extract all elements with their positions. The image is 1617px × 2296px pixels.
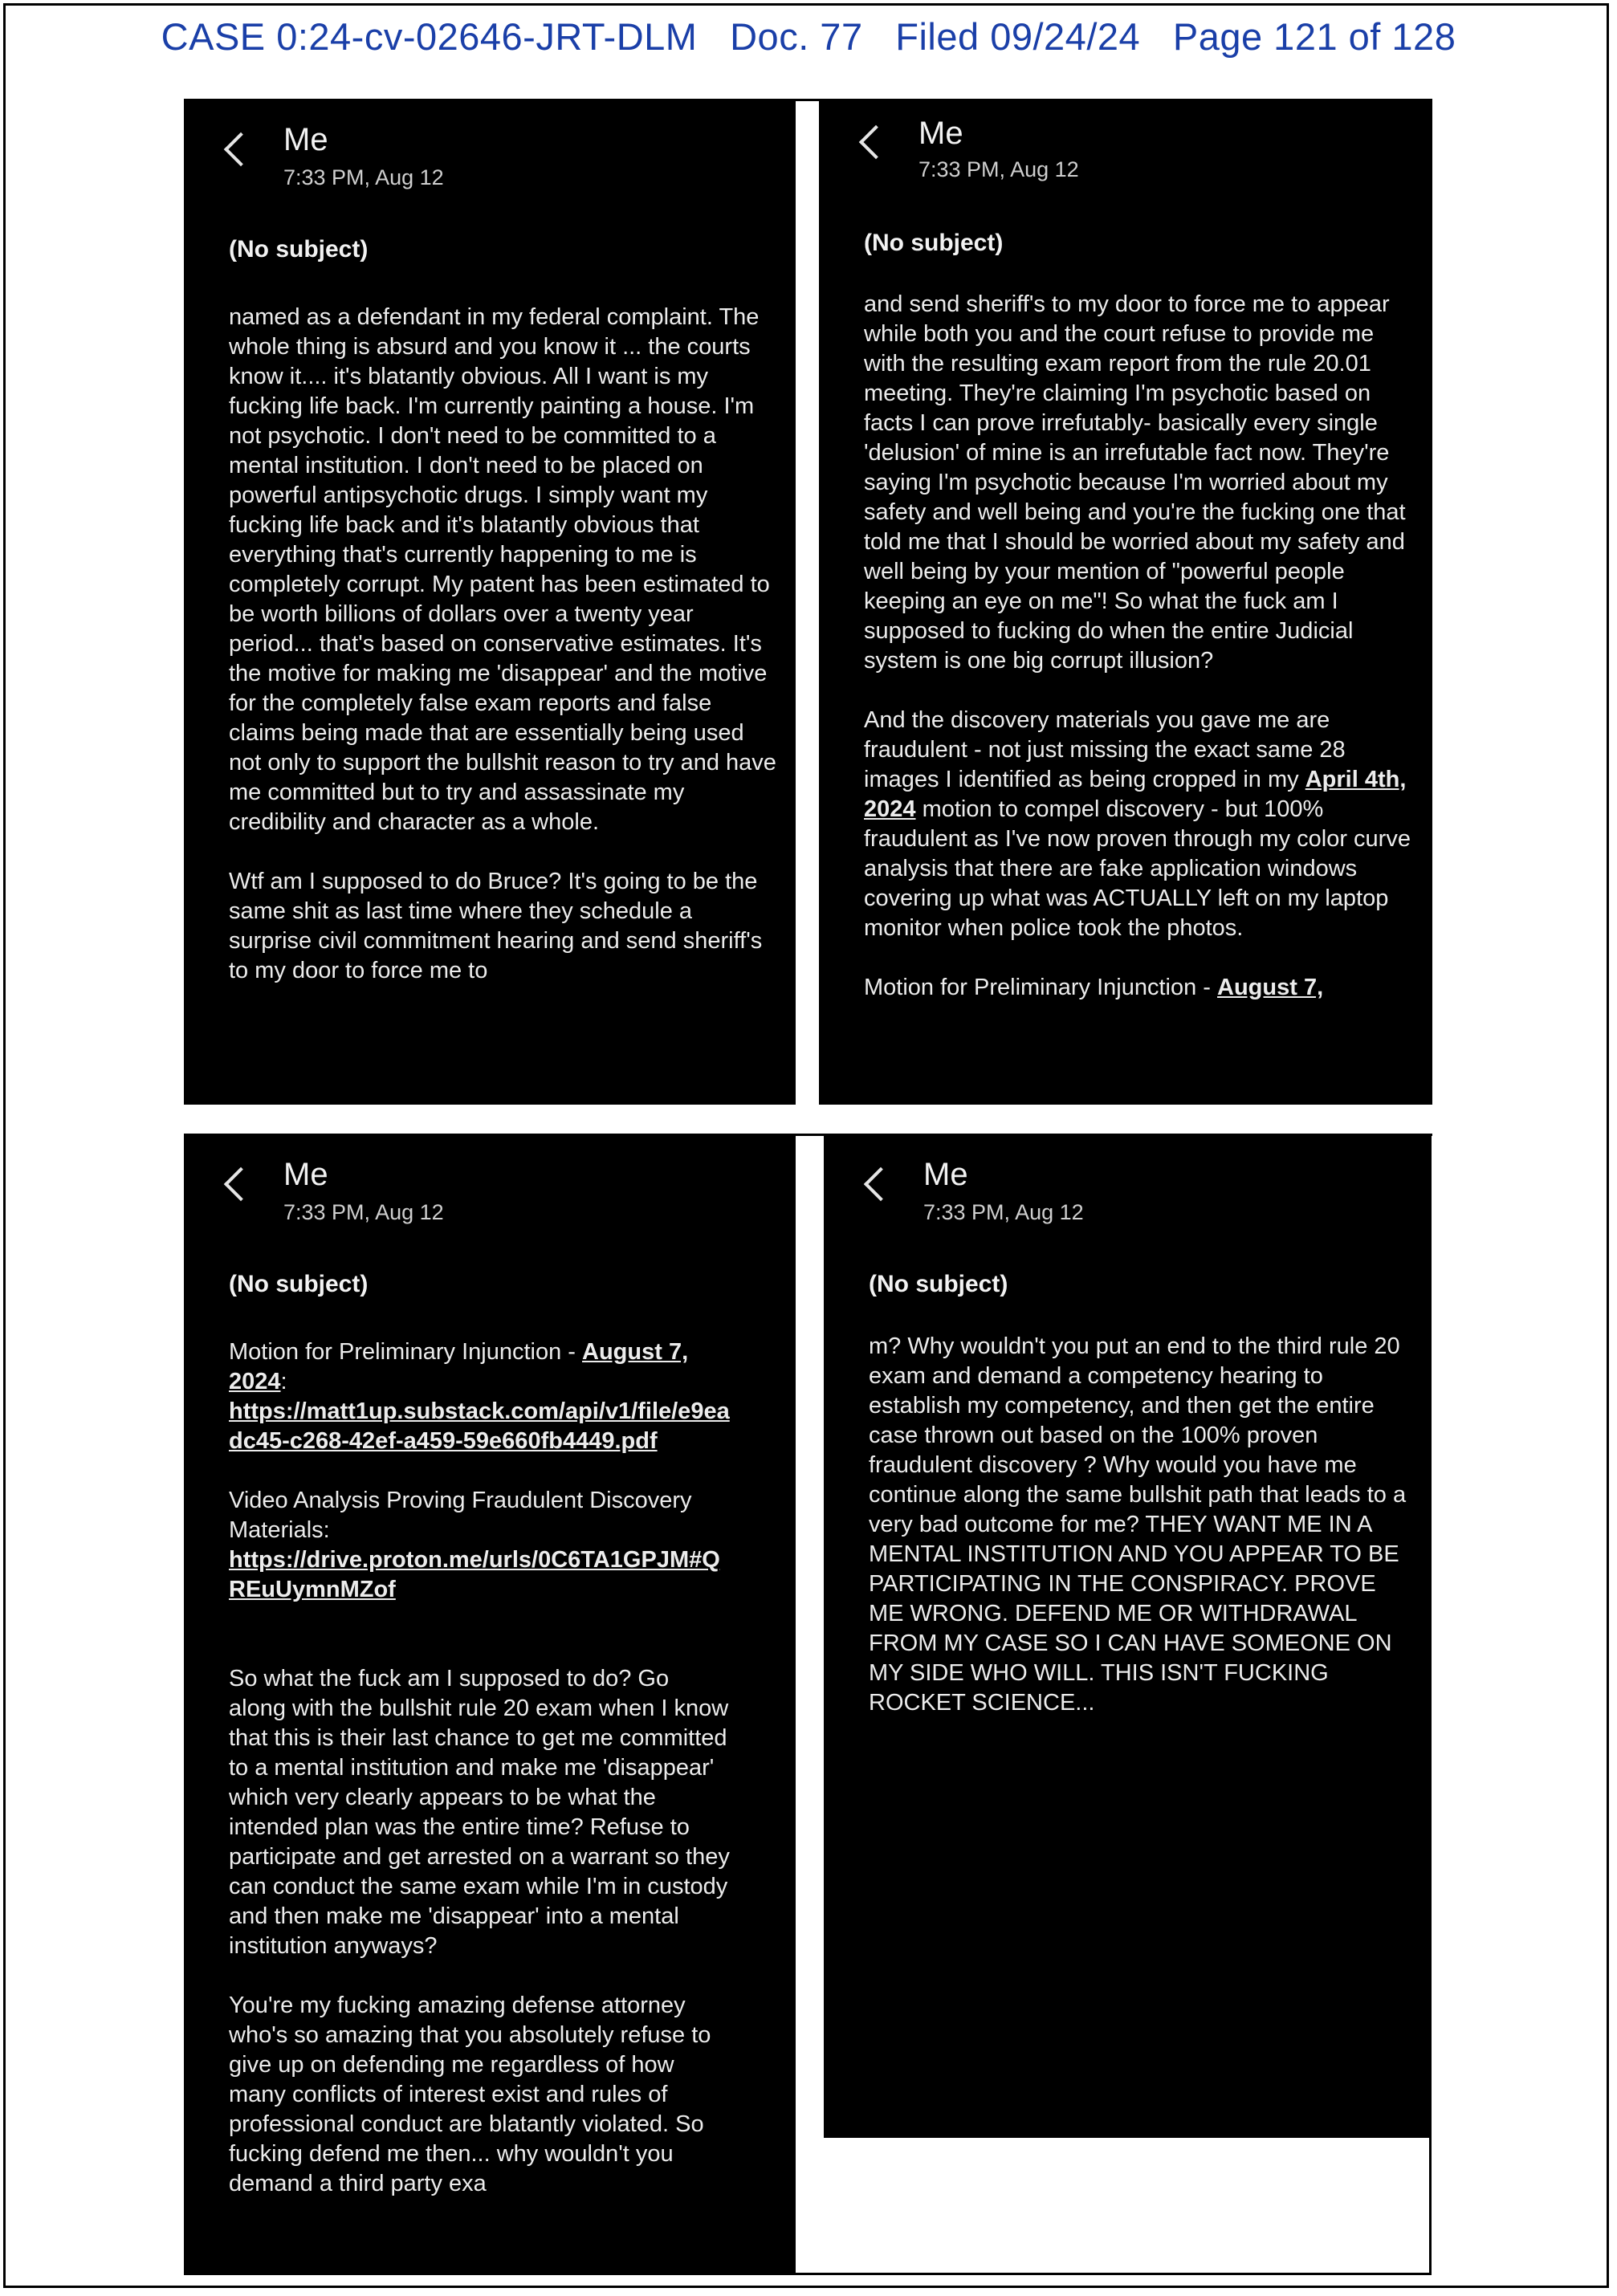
body-paragraph: and send sheriff's to my door to force me to appear while both you and the court refuse to provide me with the resulting exam report from the rule 20.01 meeting. They're claiming I'm psychotic based on facts I can prove irrefutably- basically every single 'delusion' of mine is an irrefutable fact now. They're saying I'm psychotic because I'm worried about my safety and well being and you're the fucking one that told me that I should be worried about my safety and well being by your mention of "powerful people keeping an eye on me"! So what the fuck am I supposed to fucking do when the entire Judicial system is one big corrupt illusion? (864, 291, 1406, 674)
email-screenshot-3 (184, 1136, 796, 2273)
proton-drive-link[interactable]: https://drive.proton.me/urls/0C6TA1GPJM#QREuUymnMZof (229, 1547, 720, 1602)
message-body (864, 290, 1413, 1003)
message-subject: (No subject) (864, 230, 1004, 256)
body-paragraph: You're my fucking amazing defense attorney who's so amazing that you absolutely refuse to give up on defending me regardless of how many conflicts of interest exist and rules of professional conduct are blatantly violated. So fucking defend me then... why wouldn't you demand a third party exa (229, 1993, 711, 2196)
email-screenshot-2 (819, 101, 1432, 1105)
filed-date: Filed 09/24/24 (895, 15, 1141, 58)
sender-name: Me (283, 122, 328, 157)
frame-line (1429, 1136, 1432, 2273)
body-paragraph: m? Why wouldn't you put an end to the third rule 20 exam and demand a competency hearing to establish my competency, and then get the entire case thrown out based on the 100% proven fraudulent discovery ? Why would you have me continue along the same bullshit path that leads to a very bad outcome for me? THEY WANT ME IN A MENTAL INSTITUTION AND YOU APPEAR TO BE PARTICIPATING IN THE CONSPIRACY. PROVE ME WRONG. DEFEND ME OR WITHDRAWAL FROM MY CASE SO I CAN HAVE SOMEONE ON MY SIDE WHO WILL. THIS ISN'T FUCKING ROCKET SCIENCE... (869, 1333, 1407, 1716)
email-screenshot-1 (184, 101, 796, 1105)
back-arrow-icon[interactable] (224, 1167, 258, 1201)
message-time: 7:33 PM, Aug 12 (923, 1200, 1084, 1224)
body-paragraph: Motion for Preliminary Injunction - August 7, (864, 975, 1324, 1000)
date-link[interactable]: August 7, 2024 (229, 1339, 689, 1394)
doc-number: Doc. 77 (730, 15, 863, 58)
frame-line (184, 2273, 1432, 2275)
frame-line (184, 99, 1432, 101)
message-body (229, 303, 776, 986)
spacer (229, 1634, 731, 1664)
back-arrow-icon[interactable] (864, 1167, 898, 1201)
case-number: CASE 0:24-cv-02646-JRT-DLM (161, 15, 698, 58)
page-number: Page 121 of 128 (1172, 15, 1456, 58)
body-paragraph: And the discovery materials you gave me are fraudulent - not just missing the exact same 28 images I identified as being cropped in my April 4th, 2024 motion to compel discovery - but 100% fraudulent as I've now proven through my color curve analysis that there are fake application windows covering up what was ACTUALLY left on my laptop monitor when police took the photos. (864, 707, 1411, 941)
sender-name: Me (918, 116, 963, 151)
body-paragraph: Video Analysis Proving Fraudulent Discovery Materials: https://drive.proton.me/urls/0C6TA1GPJM#QREuUymnMZof (229, 1488, 720, 1602)
body-paragraph: Wtf am I supposed to do Bruce? It's going to be the same shit as last time where they schedule a surprise civil commitment hearing and send sheriff's to my door to force me to (229, 869, 763, 983)
substack-link[interactable]: https://matt1up.substack.com/api/v1/file/e9eadc45-c268-42ef-a459-59e660fb4449.pdf (229, 1398, 730, 1454)
body-paragraph: named as a defendant in my federal complaint. The whole thing is absurd and you know it ... the courts know it.... it's blatantly obvious. All I want is my fucking life back. I'm currently painting a house. I'm not psychotic. I don't need to be committed to a mental institution. I don't need to be placed on powerful antipsychotic drugs. I simply want my fucking life back and it's blatantly obvious that everything that's currently happening to me is completely corrupt. My patent has been estimated to be worth billions of dollars over a twenty year period... that's based on conservative estimates. It's the motive for making me 'disappear' and the motive for the completely false exam reports and false claims being made that are essentially being used not only to support the bullshit reason to try and have me committed but to try and assassinate my credibility and character as a whole. (229, 304, 776, 835)
message-time: 7:33 PM, Aug 12 (283, 165, 444, 189)
case-header (0, 14, 1617, 59)
message-subject: (No subject) (229, 236, 369, 263)
date-link[interactable]: August 7, (1217, 975, 1324, 1000)
sender-name: Me (923, 1157, 968, 1192)
message-body (229, 1337, 731, 2199)
message-body (869, 1332, 1410, 1718)
back-arrow-icon[interactable] (224, 132, 258, 166)
body-paragraph: Motion for Preliminary Injunction - August 7, 2024: https://matt1up.substack.com/api/v1/file/e9eadc45-c268-42ef-a459-59e660fb4449.pdf (229, 1339, 730, 1454)
email-screenshot-4 (824, 1136, 1429, 2138)
date-link[interactable]: April 4th, 2024 (864, 767, 1407, 822)
frame-line (184, 1134, 1432, 1136)
body-paragraph: So what the fuck am I supposed to do? Go along with the bullshit rule 20 exam when I know that this is their last chance to get me committed to a mental institution and make me 'disappear' which very clearly appears to be what the intended plan was the entire time? Refuse to participate and get arrested on a warrant so they can conduct the same exam while I'm in custody and then make me 'disappear' into a mental institution anyways? (229, 1666, 730, 1959)
sender-name: Me (283, 1157, 328, 1192)
message-subject: (No subject) (229, 1271, 369, 1297)
message-time: 7:33 PM, Aug 12 (283, 1200, 444, 1224)
message-time: 7:33 PM, Aug 12 (918, 157, 1079, 181)
back-arrow-icon[interactable] (859, 125, 893, 159)
message-subject: (No subject) (869, 1271, 1008, 1297)
